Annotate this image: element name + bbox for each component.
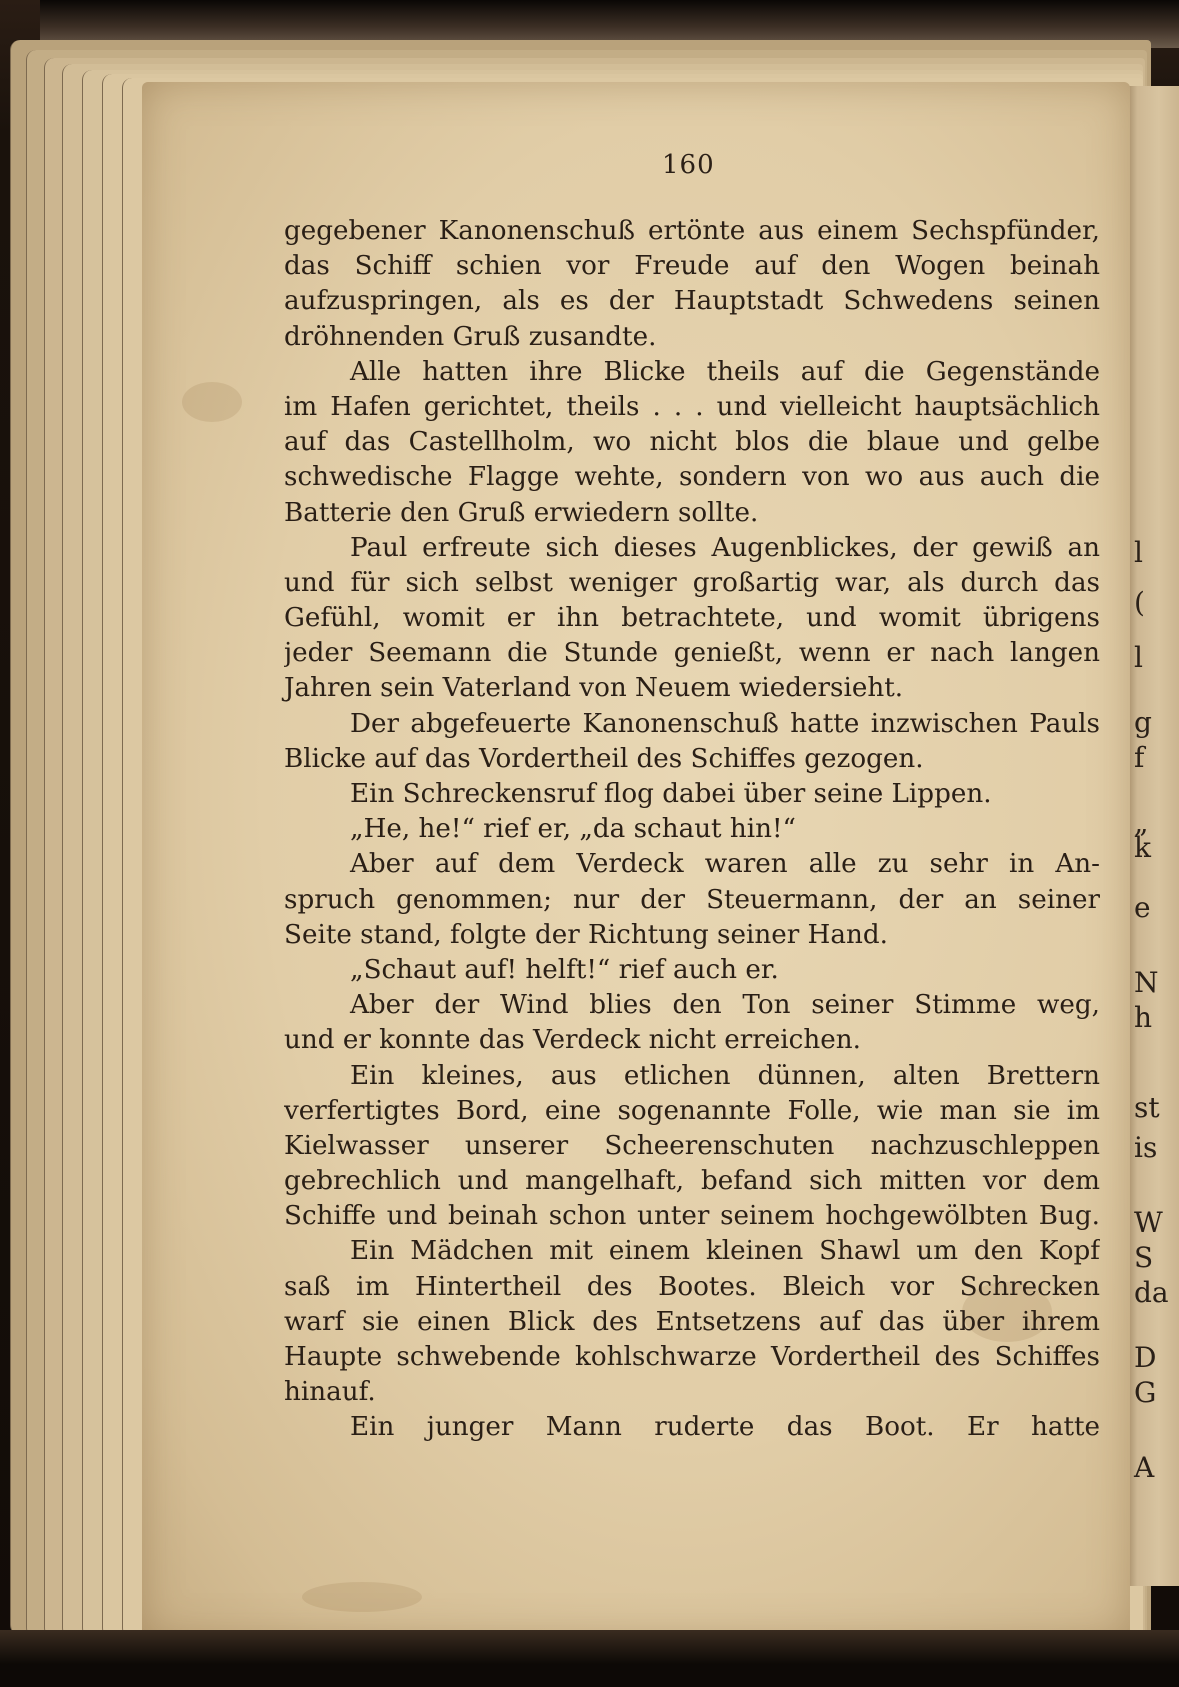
text-line: Aber der Wind blies den Ton seiner Stimme weg, — [350, 990, 1100, 1021]
facing-page-fragment: st — [1134, 1091, 1160, 1124]
facing-page-fragment: k — [1134, 831, 1151, 864]
text-line: Batterie den Gruß erwiedern sollte. — [284, 497, 759, 528]
text-line: Aber auf dem Verdeck waren alle zu sehr in An- — [350, 849, 1100, 880]
facing-page-fragment: f — [1134, 741, 1145, 774]
text-line: hinauf. — [284, 1377, 376, 1408]
text-line: saß im Hintertheil des Bootes. Bleich vor Schrecken — [284, 1271, 1100, 1302]
text-line: „He, he!“ rief er, „da schaut hin!“ — [350, 814, 796, 845]
book-bottom-edge — [0, 1630, 1179, 1687]
text-line: aufzuspringen, als es der Hauptstadt Schwedens seinen — [284, 286, 1100, 317]
text-line: Seite stand, folgte der Richtung seiner Hand. — [284, 919, 888, 950]
facing-page-fragment: is — [1134, 1131, 1158, 1164]
text-line: Jahren sein Vaterland von Neuem wiedersieht. — [284, 673, 904, 704]
text-line: dröhnenden Gruß zusandte. — [284, 321, 657, 352]
facing-page-fragment: g — [1134, 706, 1152, 739]
text-line: gebrechlich und mangelhaft, befand sich mitten vor dem — [284, 1166, 1100, 1197]
facing-page-fragment: l — [1134, 641, 1143, 674]
text-line: Gefühl, womit er ihn betrachtete, und womit übrigens — [284, 603, 1100, 634]
text-line: im Hafen gerichtet, theils . . . und vielleicht hauptsächlich — [284, 391, 1100, 422]
facing-page-fragment: G — [1134, 1376, 1157, 1409]
text-line: schwedische Flagge wehte, sondern von wo aus auch die — [284, 462, 1100, 493]
text-line: Ein kleines, aus etlichen dünnen, alten Brettern — [350, 1060, 1100, 1091]
text-line: Schiffe und beinah schon unter seinem hochgewölbten Bug. — [284, 1201, 1100, 1232]
text-line: und für sich selbst weniger großartig war, als durch das — [284, 567, 1100, 598]
text-line: Ein junger Mann ruderte das Boot. Er hatte — [350, 1412, 1100, 1443]
paper-stain — [302, 1582, 422, 1612]
facing-page-fragment: N — [1134, 966, 1159, 999]
facing-page-gutter — [1128, 86, 1179, 1586]
facing-page-fragment: l — [1134, 536, 1143, 569]
facing-page-fragment: e — [1134, 891, 1151, 924]
facing-page-fragment: „ — [1134, 806, 1149, 839]
text-line: „Schaut auf! helft!“ rief auch er. — [350, 954, 779, 985]
text-line: und er konnte das Verdeck nicht erreichen. — [284, 1025, 861, 1056]
page-number: 160 — [662, 150, 715, 180]
text-line: auf das Castellholm, wo nicht blos die blaue und gelbe — [284, 427, 1100, 458]
facing-page-fragment: da — [1134, 1276, 1169, 1309]
text-line: Ein Schreckensruf flog dabei über seine Lippen. — [350, 779, 992, 809]
page-body-text — [284, 214, 1100, 1446]
text-line: Alle hatten ihre Blicke theils auf die Gegenstände — [350, 356, 1100, 387]
paper-stain — [182, 382, 242, 422]
facing-page-fragment: S — [1134, 1241, 1154, 1274]
text-line: Ein Mädchen mit einem kleinen Shawl um den Kopf — [350, 1236, 1100, 1267]
facing-page-fragment: W — [1134, 1206, 1163, 1239]
text-line: gegebener Kanonenschuß ertönte aus einem Sechspfünder, — [284, 216, 1100, 246]
text-line: spruch genommen; nur der Steuermann, der an seiner — [284, 884, 1100, 915]
text-line: verfertigtes Bord, eine sogenannte Folle, wie man sie im — [284, 1095, 1100, 1126]
text-line: Paul erfreute sich dieses Augenblickes, der gewiß an — [350, 532, 1100, 563]
text-line: das Schiff schien vor Freude auf den Wogen beinah — [284, 251, 1100, 282]
text-line: Der abgefeuerte Kanonenschuß hatte inzwischen Pauls — [350, 708, 1100, 739]
text-line: jeder Seemann die Stunde genießt, wenn er nach langen — [284, 638, 1100, 669]
text-line: Blicke auf das Vordertheil des Schiffes gezogen. — [284, 743, 924, 774]
text-line: Kielwasser unserer Scheerenschuten nachzuschleppen — [284, 1130, 1100, 1161]
text-line: Haupte schwebende kohlschwarze Vordertheil des Schiffes — [284, 1342, 1100, 1372]
facing-page-fragment: h — [1134, 1001, 1153, 1034]
facing-page-fragment: D — [1134, 1341, 1157, 1374]
facing-page-fragment: A — [1134, 1451, 1155, 1484]
text-line: warf sie einen Blick des Entsetzens auf das über ihrem — [284, 1306, 1100, 1337]
facing-page-fragment: ( — [1134, 586, 1145, 619]
